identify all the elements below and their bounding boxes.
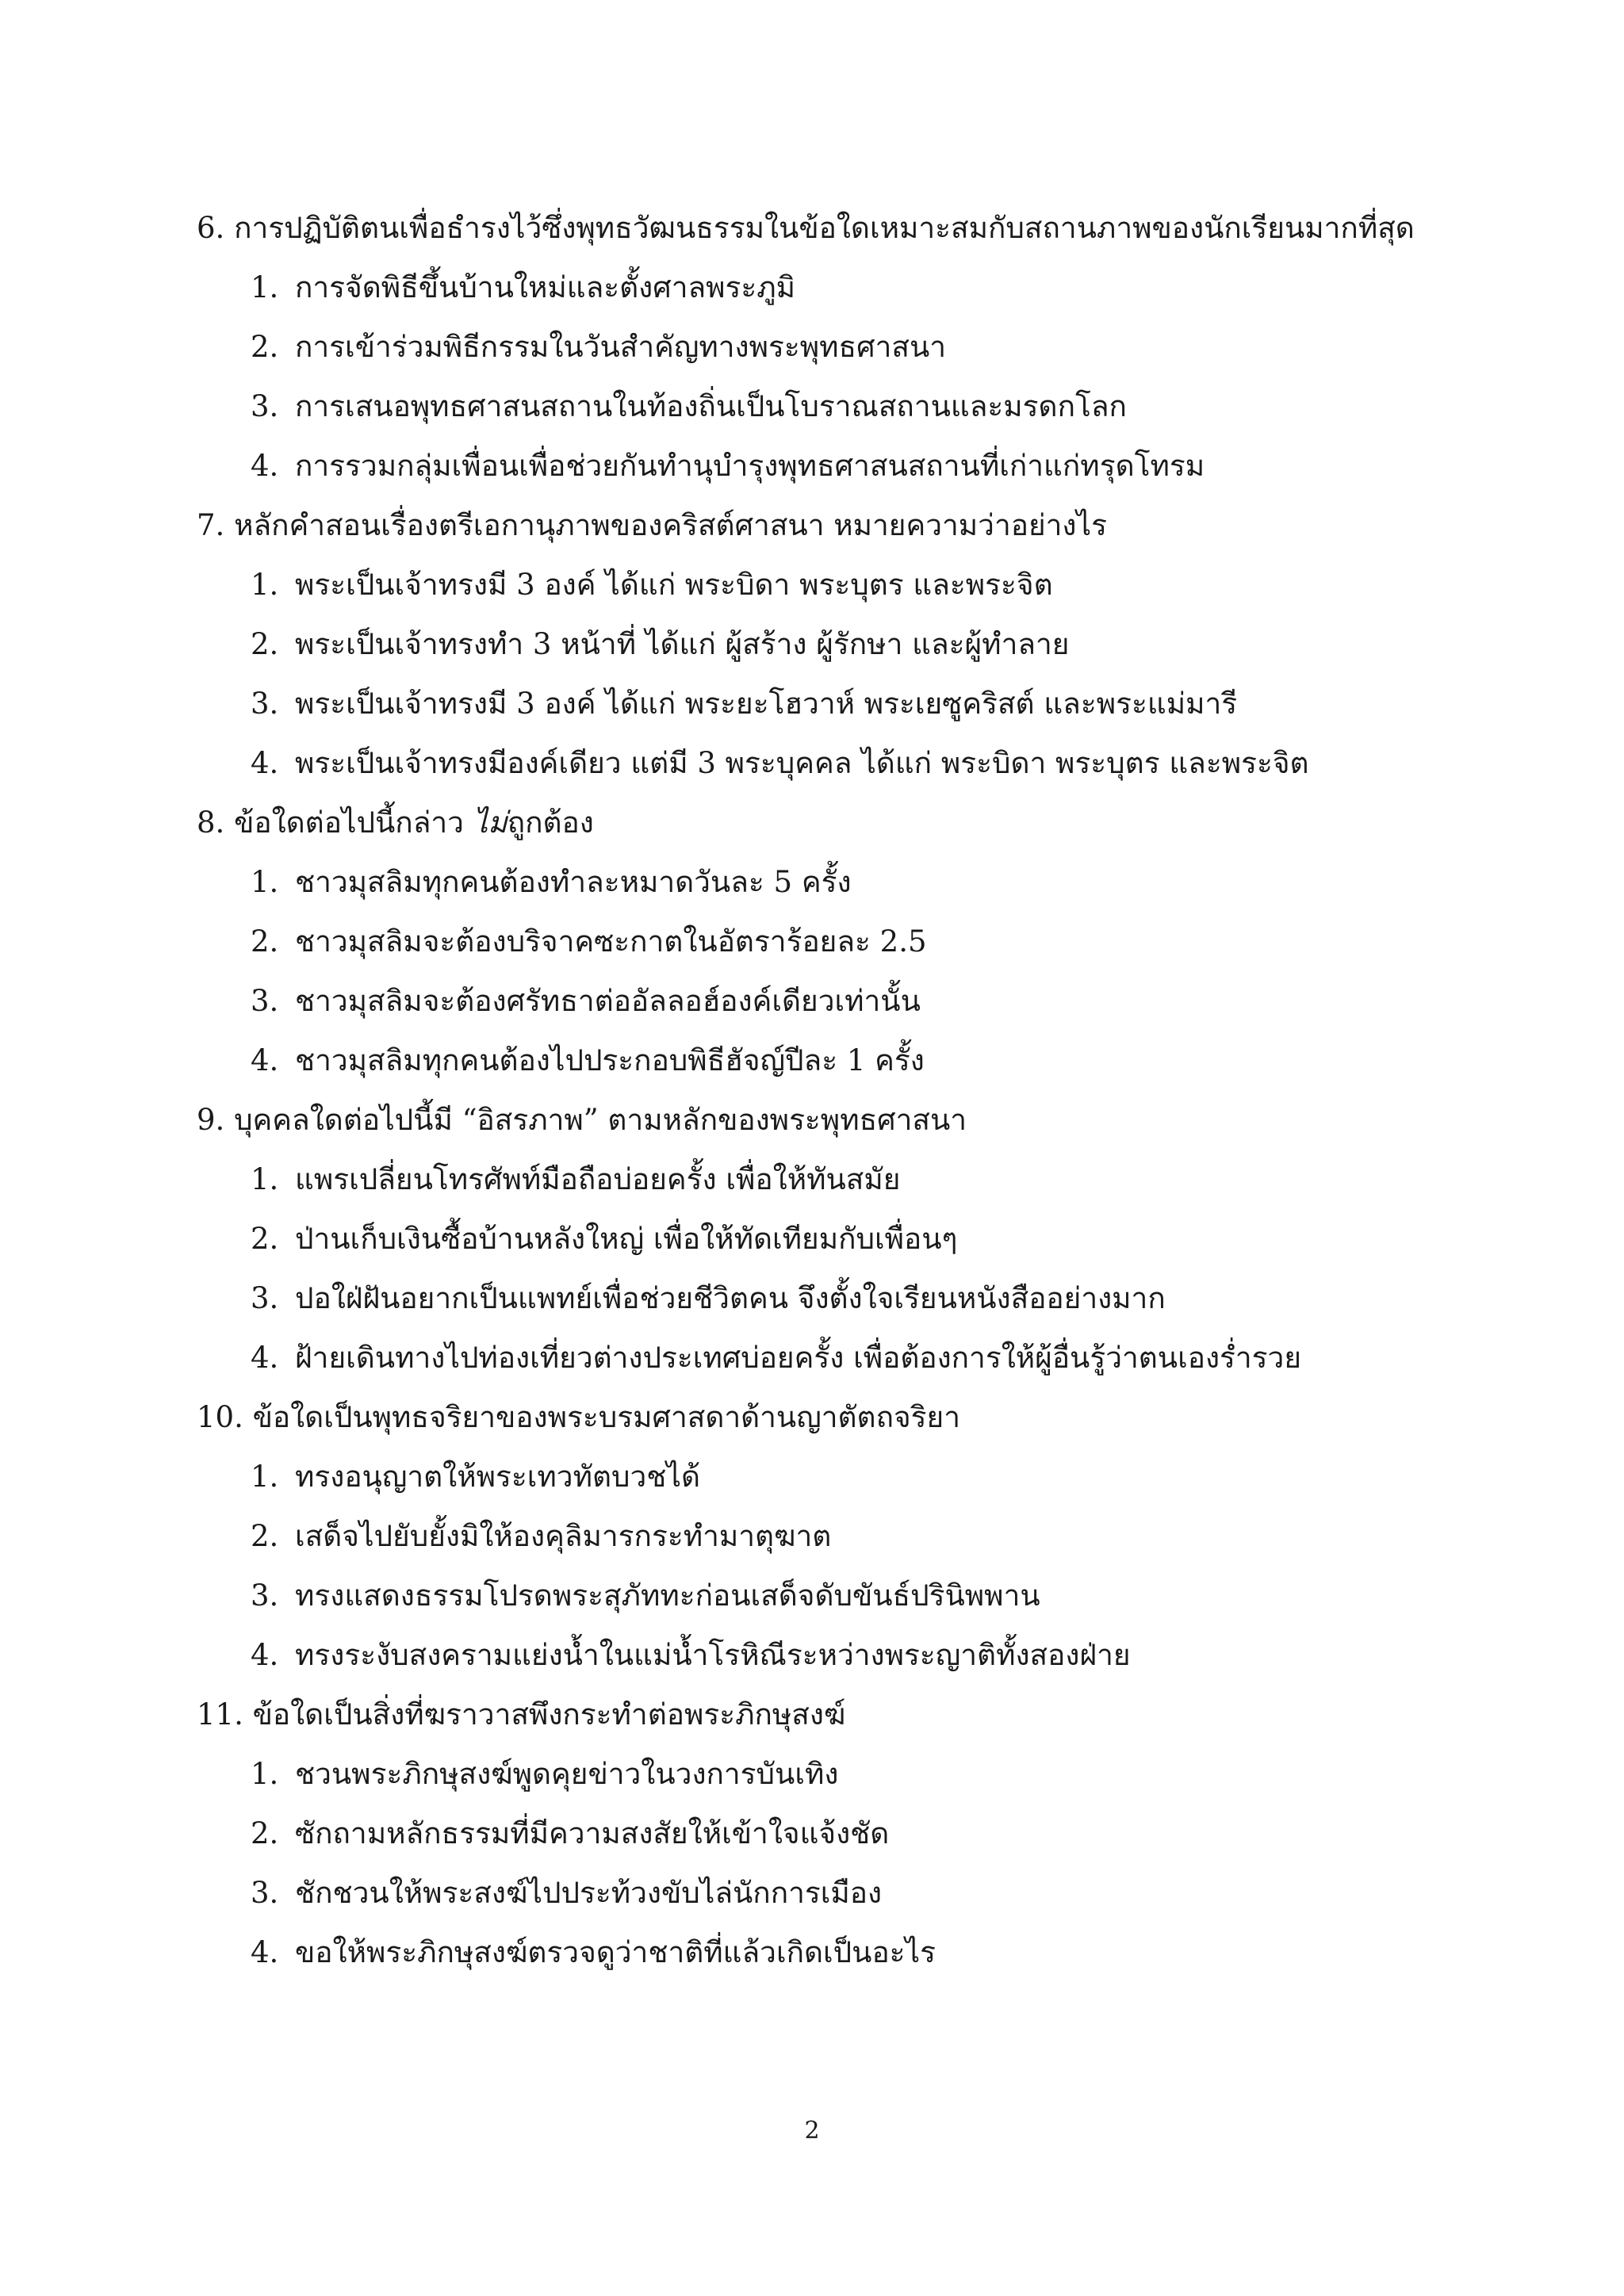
choice-number: 2. <box>251 1222 279 1256</box>
choice-text: ชักชวนให้พระสงฆ์ไปประท้วงขับไล่นักการเมือง <box>295 1876 883 1910</box>
question-8 <box>197 799 1434 1096</box>
choice-number: 3. <box>251 389 279 423</box>
choice-text: พระเป็นเจ้าทรงมี 3 องค์ ได้แก่ พระยะโฮวาห์ พระเยซูคริสต์ และพระแม่มารี <box>295 687 1238 721</box>
choice-text: ชาวมุสลิมทุกคนต้องไปประกอบพิธีฮัจญ์ปีละ 1 ครั้ง <box>295 1043 925 1077</box>
choice-text: พระเป็นเจ้าทรงทำ 3 หน้าที่ ได้แก่ ผู้สร้าง ผู้รักษา และผู้ทำลาย <box>295 627 1070 661</box>
choice-text: ทรงระงับสงครามแย่งน้ำในแม่น้ำโรหิณีระหว่างพระญาติทั้งสองฝ่าย <box>295 1638 1131 1672</box>
choice-number: 2. <box>251 330 279 364</box>
choice-item <box>197 859 1434 918</box>
question-stem: 10. ข้อใดเป็นพุทธจริยาของพระบรมศาสดาด้านญาตัตถจริยา <box>197 1400 960 1434</box>
choice-number: 4. <box>251 1935 279 1969</box>
choice-number: 1. <box>251 1162 279 1196</box>
choice-number: 2. <box>251 627 279 661</box>
choice-item <box>197 978 1434 1037</box>
question-9 <box>197 1096 1434 1394</box>
choice-text: ขอให้พระภิกษุสงฆ์ตรวจดูว่าชาติที่แล้วเกิดเป็นอะไร <box>295 1935 936 1969</box>
choice-item <box>197 1929 1434 1988</box>
question-stem: 7. หลักคำสอนเรื่องตรีเอกานุภาพของคริสต์ศาสนา หมายความว่าอย่างไร <box>197 508 1107 542</box>
choice-number: 3. <box>251 687 279 721</box>
page-number: 2 <box>804 2117 820 2145</box>
choice-number: 1. <box>251 568 279 602</box>
question-10 <box>197 1394 1434 1691</box>
choice-number: 1. <box>251 270 279 304</box>
choice-item <box>197 1869 1434 1929</box>
choice-number: 4. <box>251 1043 279 1077</box>
choice-text: การเสนอพุทธศาสนสถานในท้องถิ่นเป็นโบราณสถานและมรดกโลก <box>295 389 1127 423</box>
choice-item <box>197 1751 1434 1810</box>
question-stem: 11. ข้อใดเป็นสิ่งที่ฆราวาสพึงกระทำต่อพระภิกษุสงฆ์ <box>197 1697 846 1732</box>
choice-number: 4. <box>251 746 279 780</box>
choice-text: ฝ้ายเดินทางไปท่องเที่ยวต่างประเทศบ่อยครั้ง เพื่อต้องการให้ผู้อื่นรู้ว่าตนเองร่ำรวย <box>295 1341 1302 1375</box>
question-stem-suffix: ถูกต้อง <box>507 806 594 840</box>
choice-item <box>197 561 1434 621</box>
choice-item <box>197 1334 1434 1394</box>
choice-text: เสด็จไปยับยั้งมิให้องคุลิมารกระทำมาตุฆาต <box>295 1519 832 1553</box>
choice-number: 1. <box>251 865 279 899</box>
choice-item <box>197 264 1434 323</box>
question-7 <box>197 502 1434 799</box>
choice-text: การเข้าร่วมพิธีกรรมในวันสำคัญทางพระพุทธศาสนา <box>295 330 947 364</box>
choice-number: 2. <box>251 924 279 959</box>
choice-text: ปอใฝ่ฝันอยากเป็นแพทย์เพื่อช่วยชีวิตคน จึงตั้งใจเรียนหนังสืออย่างมาก <box>295 1281 1166 1315</box>
choice-number: 3. <box>251 1876 279 1910</box>
choice-item <box>197 323 1434 383</box>
choice-item <box>197 1572 1434 1632</box>
choice-number: 4. <box>251 1341 279 1375</box>
choice-number: 3. <box>251 1578 279 1613</box>
question-stem-emphasis: ไม่ <box>473 806 508 840</box>
choice-text: ทรงอนุญาตให้พระเทวทัตบวชได้ <box>295 1460 701 1494</box>
question-list <box>197 205 1434 1988</box>
choice-text: พระเป็นเจ้าทรงมีองค์เดียว แต่มี 3 พระบุคคล ได้แก่ พระบิดา พระบุตร และพระจิต <box>295 746 1309 780</box>
choice-item <box>197 680 1434 740</box>
choice-text: การจัดพิธีขึ้นบ้านใหม่และตั้งศาลพระภูมิ <box>295 270 796 304</box>
choice-text: ชวนพระภิกษุสงฆ์พูดคุยข่าวในวงการบันเทิง <box>295 1757 839 1791</box>
choice-number: 3. <box>251 984 279 1018</box>
choice-text: แพรเปลี่ยนโทรศัพท์มือถือบ่อยครั้ง เพื่อให้ทันสมัย <box>295 1162 901 1196</box>
choice-item <box>197 1037 1434 1096</box>
choice-text: ป่านเก็บเงินซื้อบ้านหลังใหญ่ เพื่อให้ทัดเทียมกับเพื่อนๆ <box>295 1222 958 1256</box>
choice-item <box>197 1513 1434 1572</box>
question-stem-prefix: 8. ข้อใดต่อไปนี้กล่าว <box>197 806 473 840</box>
choice-item <box>197 1275 1434 1334</box>
choice-item <box>197 1215 1434 1275</box>
choice-item <box>197 1632 1434 1691</box>
choice-item <box>197 1156 1434 1215</box>
choice-text: พระเป็นเจ้าทรงมี 3 องค์ ได้แก่ พระบิดา พระบุตร และพระจิต <box>295 568 1053 602</box>
choice-text: ซักถามหลักธรรมที่มีความสงสัยให้เข้าใจแจ้งชัด <box>295 1816 890 1850</box>
choice-item <box>197 1453 1434 1513</box>
choice-text: ชาวมุสลิมจะต้องบริจาคซะกาตในอัตราร้อยละ 2.5 <box>295 924 927 959</box>
question-6 <box>197 205 1434 502</box>
choice-text: ชาวมุสลิมจะต้องศรัทธาต่ออัลลอฮ์องค์เดียวเท่านั้น <box>295 984 921 1018</box>
question-stem: 9. บุคคลใดต่อไปนี้มี “อิสรภาพ” ตามหลักของพระพุทธศาสนา <box>197 1103 967 1137</box>
choice-number: 4. <box>251 1638 279 1672</box>
question-11 <box>197 1691 1434 1988</box>
choice-item <box>197 740 1434 799</box>
choice-item <box>197 1810 1434 1869</box>
choice-number: 2. <box>251 1816 279 1850</box>
choice-number: 2. <box>251 1519 279 1553</box>
choice-item <box>197 383 1434 442</box>
choice-item <box>197 621 1434 680</box>
choice-number: 1. <box>251 1460 279 1494</box>
choice-text: ชาวมุสลิมทุกคนต้องทำละหมาดวันละ 5 ครั้ง <box>295 865 852 899</box>
choice-number: 4. <box>251 449 279 483</box>
question-stem: 6. การปฏิบัติตนเพื่อธำรงไว้ซึ่งพุทธวัฒนธรรมในข้อใดเหมาะสมกับสถานภาพของนักเรียนมากที่สุด <box>197 211 1415 245</box>
choice-number: 3. <box>251 1281 279 1315</box>
choice-item <box>197 442 1434 502</box>
choice-number: 1. <box>251 1757 279 1791</box>
question-stem <box>197 799 1434 859</box>
choice-item <box>197 918 1434 978</box>
choice-text: การรวมกลุ่มเพื่อนเพื่อช่วยกันทำนุบำรุงพุทธศาสนสถานที่เก่าแก่ทรุดโทรม <box>295 449 1205 483</box>
choice-text: ทรงแสดงธรรมโปรดพระสุภัททะก่อนเสด็จดับขันธ์ปรินิพพาน <box>295 1578 1040 1613</box>
